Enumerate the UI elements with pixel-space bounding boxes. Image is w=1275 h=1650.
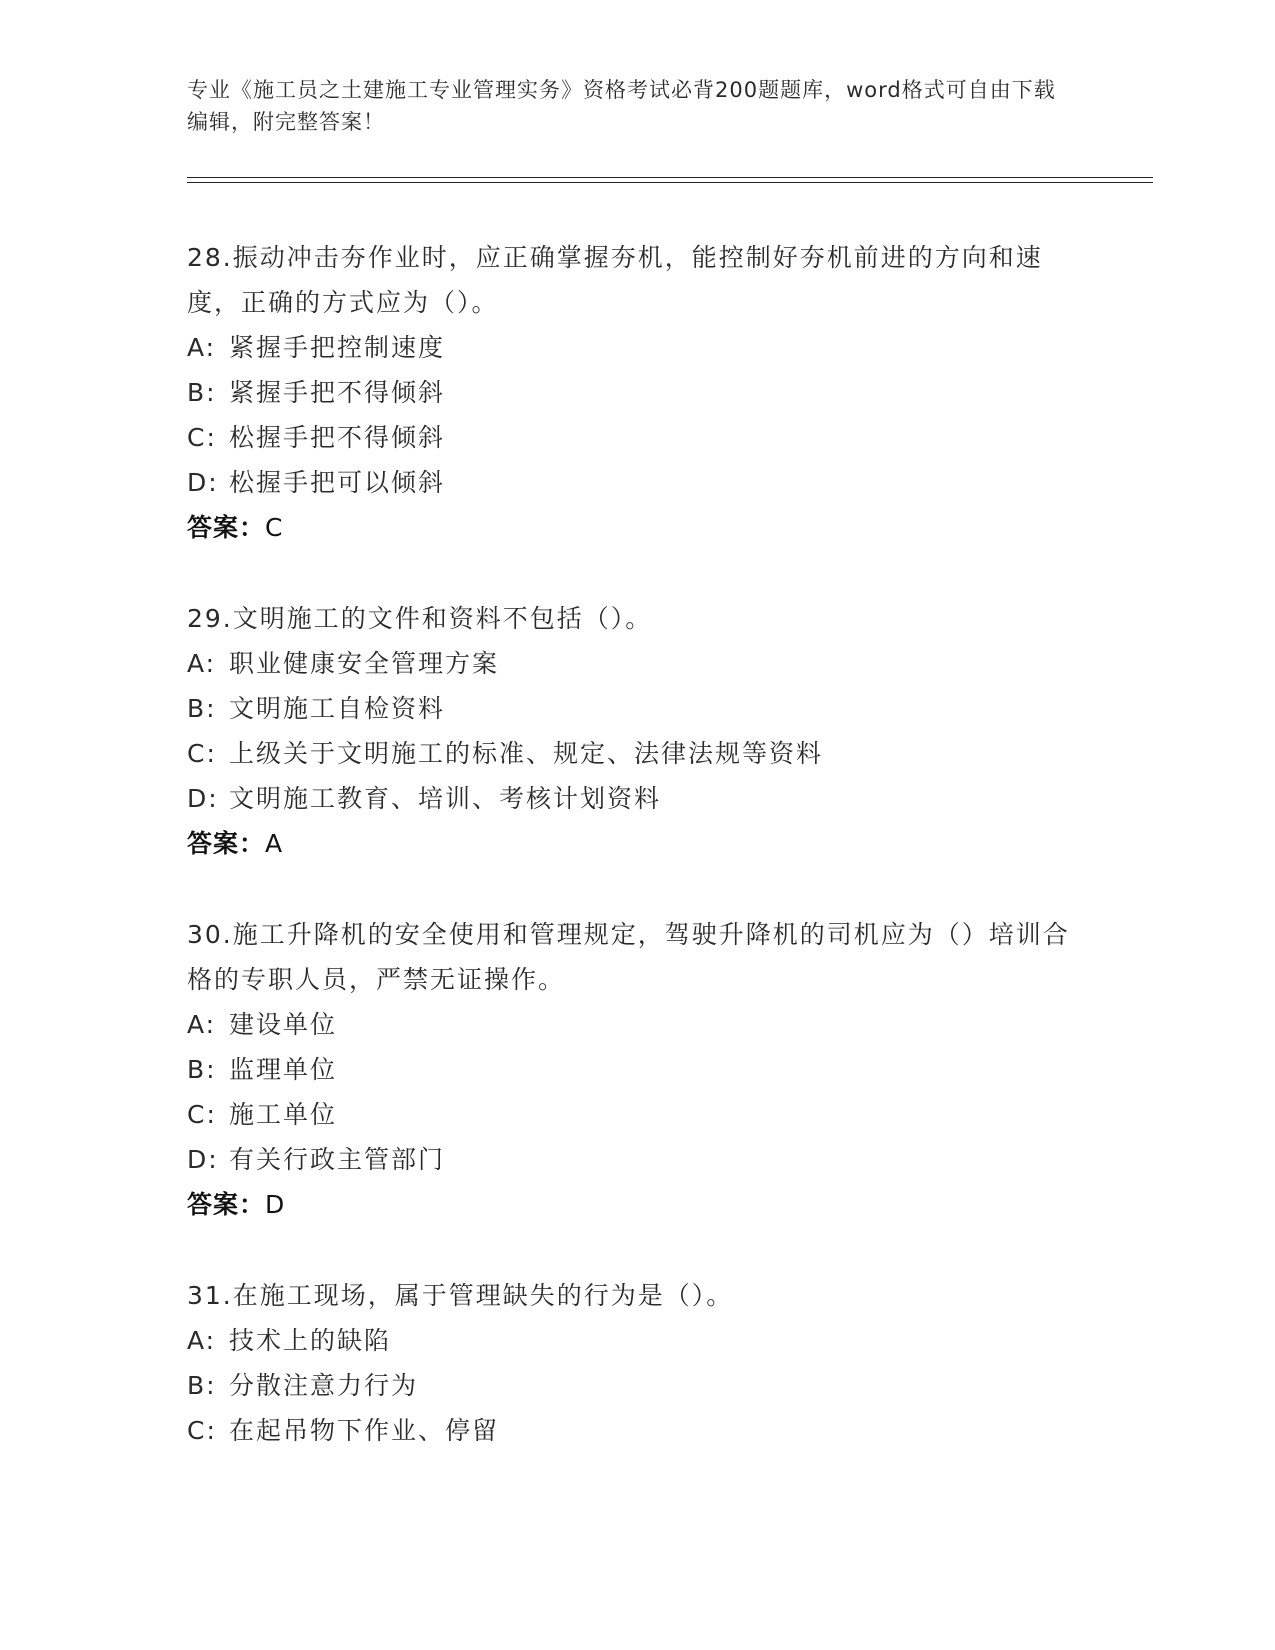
option-letter: A: xyxy=(187,1326,217,1355)
option-b xyxy=(187,1363,1077,1408)
option-text: 松握手把可以倾斜 xyxy=(229,468,446,497)
option-b xyxy=(187,686,1077,731)
answer-value: A xyxy=(265,829,283,858)
option-text: 施工单位 xyxy=(229,1100,338,1129)
question-31 xyxy=(187,1273,1077,1453)
option-b xyxy=(187,1047,1077,1092)
option-c xyxy=(187,1092,1077,1137)
option-letter: C: xyxy=(187,1416,217,1445)
answer-label: 答案： xyxy=(187,513,266,542)
option-letter: A: xyxy=(187,333,217,362)
option-text: 紧握手把不得倾斜 xyxy=(229,378,446,407)
option-c xyxy=(187,415,1077,460)
option-letter: B: xyxy=(187,1371,217,1400)
answer-value: D xyxy=(265,1190,285,1219)
option-letter: C: xyxy=(187,739,217,768)
question-stem: 30.施工升降机的安全使用和管理规定，驾驶升降机的司机应为（）培训合格的专职人员，严禁无证操作。 xyxy=(187,920,1070,994)
option-text: 分散注意力行为 xyxy=(229,1371,419,1400)
option-letter: C: xyxy=(187,1100,217,1129)
option-d xyxy=(187,1137,1077,1182)
question-29 xyxy=(187,596,1077,866)
option-text: 有关行政主管部门 xyxy=(229,1145,446,1174)
question-30 xyxy=(187,912,1077,1227)
option-text: 上级关于文明施工的标准、规定、法律法规等资料 xyxy=(229,739,824,768)
option-c xyxy=(187,1408,1077,1453)
question-list xyxy=(187,235,1077,1499)
option-text: 监理单位 xyxy=(229,1055,338,1084)
option-letter: B: xyxy=(187,694,217,723)
option-d xyxy=(187,776,1077,821)
option-a xyxy=(187,325,1077,370)
option-letter: D: xyxy=(187,468,219,497)
option-a xyxy=(187,1318,1077,1363)
option-d xyxy=(187,460,1077,505)
answer-label: 答案： xyxy=(187,829,266,858)
option-text: 在起吊物下作业、停留 xyxy=(229,1416,500,1445)
option-letter: B: xyxy=(187,1055,217,1084)
option-text: 职业健康安全管理方案 xyxy=(229,649,500,678)
option-letter: D: xyxy=(187,1145,219,1174)
option-a xyxy=(187,1002,1077,1047)
option-c xyxy=(187,731,1077,776)
option-letter: D: xyxy=(187,784,219,813)
question-stem: 29.文明施工的文件和资料不包括（）。 xyxy=(187,604,653,633)
question-stem: 31.在施工现场，属于管理缺失的行为是（）。 xyxy=(187,1281,734,1310)
option-letter: C: xyxy=(187,423,217,452)
option-text: 建设单位 xyxy=(229,1010,338,1039)
option-text: 文明施工自检资料 xyxy=(229,694,446,723)
answer-line xyxy=(187,505,1077,550)
answer-line xyxy=(187,821,1077,866)
question-stem: 28.振动冲击夯作业时，应正确掌握夯机，能控制好夯机前进的方向和速度，正确的方式应为（）。 xyxy=(187,243,1043,317)
option-b xyxy=(187,370,1077,415)
option-letter: B: xyxy=(187,378,217,407)
answer-value: C xyxy=(265,513,283,542)
option-text: 紧握手把控制速度 xyxy=(229,333,446,362)
option-text: 文明施工教育、培训、考核计划资料 xyxy=(229,784,662,813)
option-letter: A: xyxy=(187,649,217,678)
answer-label: 答案： xyxy=(187,1190,266,1219)
option-letter: A: xyxy=(187,1010,217,1039)
option-text: 技术上的缺陷 xyxy=(229,1326,392,1355)
header-divider-top xyxy=(187,177,1153,178)
answer-line xyxy=(187,1182,1077,1227)
option-text: 松握手把不得倾斜 xyxy=(229,423,446,452)
document-header: 专业《施工员之土建施工专业管理实务》资格考试必背200题题库，word格式可自由下载编辑，附完整答案！ xyxy=(187,78,1056,134)
option-a xyxy=(187,641,1077,686)
question-28 xyxy=(187,235,1077,550)
header-divider-bottom xyxy=(187,182,1153,183)
